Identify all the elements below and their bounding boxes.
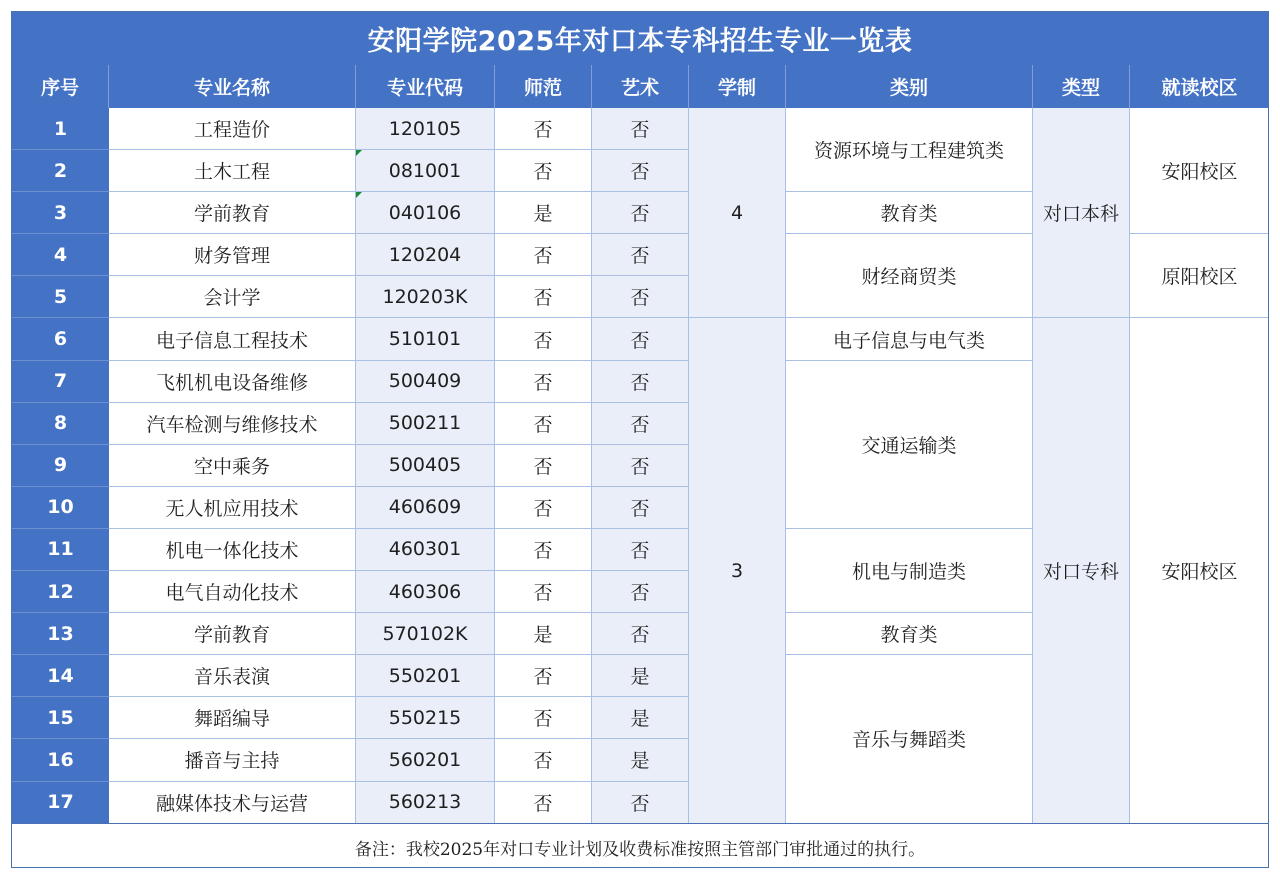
header-type: 类型 [1033,65,1130,108]
normal-flag: 否 [495,234,592,276]
art-flag: 否 [592,276,689,318]
major-code: 550215 [356,697,495,739]
art-flag: 否 [592,234,689,276]
normal-flag: 否 [495,403,592,445]
major-code: 460301 [356,529,495,571]
row-number: 9 [12,445,109,487]
footnote: 备注：我校2025年对口专业计划及收费标准按照主管部门审批通过的执行。 [12,823,1268,868]
major-name: 学前教育 [109,613,356,655]
major-code: 081001 [356,150,495,192]
campus-cell: 安阳校区 [1130,318,1269,823]
duration-cell: 3 [689,318,786,823]
major-name: 无人机应用技术 [109,487,356,529]
campus-cell: 安阳校区 [1130,108,1269,234]
art-flag: 是 [592,739,689,781]
major-name: 舞蹈编导 [109,697,356,739]
art-flag: 否 [592,192,689,234]
art-flag: 否 [592,613,689,655]
row-number: 14 [12,655,109,697]
normal-flag: 否 [495,529,592,571]
row-number: 1 [12,108,109,150]
art-flag: 否 [592,108,689,150]
type-cell: 对口专科 [1033,318,1130,823]
row-number: 3 [12,192,109,234]
normal-flag: 否 [495,318,592,360]
normal-flag: 否 [495,445,592,487]
normal-flag: 否 [495,697,592,739]
category-cell: 教育类 [786,613,1033,655]
normal-flag: 否 [495,487,592,529]
header-art: 艺术 [592,65,689,108]
major-code: 500405 [356,445,495,487]
major-name: 财务管理 [109,234,356,276]
major-name: 飞机机电设备维修 [109,361,356,403]
normal-flag: 否 [495,276,592,318]
header-major-name: 专业名称 [109,65,356,108]
enrollment-table-document [11,11,1269,868]
category-cell: 电子信息与电气类 [786,318,1033,360]
art-flag: 是 [592,655,689,697]
major-name: 学前教育 [109,192,356,234]
normal-flag: 否 [495,782,592,824]
art-flag: 否 [592,487,689,529]
major-code: 560201 [356,739,495,781]
header-normal: 师范 [495,65,592,108]
art-flag: 否 [592,361,689,403]
major-name: 空中乘务 [109,445,356,487]
campus-cell: 原阳校区 [1130,234,1269,318]
row-number: 2 [12,150,109,192]
art-flag: 是 [592,697,689,739]
normal-flag: 是 [495,192,592,234]
major-code: 570102K [356,613,495,655]
category-cell: 交通运输类 [786,361,1033,529]
row-number: 6 [12,318,109,360]
row-number: 7 [12,361,109,403]
category-cell: 教育类 [786,192,1033,234]
header-category: 类别 [786,65,1033,108]
art-flag: 否 [592,403,689,445]
art-flag: 否 [592,782,689,824]
normal-flag: 否 [495,571,592,613]
major-code: 560213 [356,782,495,824]
major-name: 会计学 [109,276,356,318]
normal-flag: 否 [495,739,592,781]
major-name: 土木工程 [109,150,356,192]
category-cell: 音乐与舞蹈类 [786,655,1033,823]
major-code: 500409 [356,361,495,403]
normal-flag: 否 [495,150,592,192]
art-flag: 否 [592,318,689,360]
major-code: 550201 [356,655,495,697]
page-title: 安阳学院2025年对口本专科招生专业一览表 [12,12,1268,65]
major-code: 510101 [356,318,495,360]
category-cell: 财经商贸类 [786,234,1033,318]
major-name: 机电一体化技术 [109,529,356,571]
art-flag: 否 [592,150,689,192]
row-number: 17 [12,782,109,824]
category-cell: 资源环境与工程建筑类 [786,108,1033,192]
normal-flag: 否 [495,361,592,403]
row-number: 13 [12,613,109,655]
major-name: 电子信息工程技术 [109,318,356,360]
major-name: 音乐表演 [109,655,356,697]
major-code: 460609 [356,487,495,529]
major-name: 电气自动化技术 [109,571,356,613]
art-flag: 否 [592,445,689,487]
row-number: 12 [12,571,109,613]
row-number: 5 [12,276,109,318]
normal-flag: 是 [495,613,592,655]
major-name: 工程造价 [109,108,356,150]
major-code: 120203K [356,276,495,318]
duration-cell: 4 [689,108,786,318]
majors-table [12,65,1269,824]
row-number: 11 [12,529,109,571]
header-campus: 就读校区 [1130,65,1269,108]
header-major-code: 专业代码 [356,65,495,108]
major-name: 融媒体技术与运营 [109,782,356,824]
major-name: 汽车检测与维修技术 [109,403,356,445]
major-code: 460306 [356,571,495,613]
major-code: 500211 [356,403,495,445]
major-code: 040106 [356,192,495,234]
type-cell: 对口本科 [1033,108,1130,318]
normal-flag: 否 [495,108,592,150]
row-number: 4 [12,234,109,276]
normal-flag: 否 [495,655,592,697]
art-flag: 否 [592,571,689,613]
row-number: 15 [12,697,109,739]
row-number: 8 [12,403,109,445]
header-duration: 学制 [689,65,786,108]
major-name: 播音与主持 [109,739,356,781]
header-no: 序号 [12,65,109,108]
row-number: 10 [12,487,109,529]
major-code: 120204 [356,234,495,276]
category-cell: 机电与制造类 [786,529,1033,613]
art-flag: 否 [592,529,689,571]
major-code: 120105 [356,108,495,150]
row-number: 16 [12,739,109,781]
